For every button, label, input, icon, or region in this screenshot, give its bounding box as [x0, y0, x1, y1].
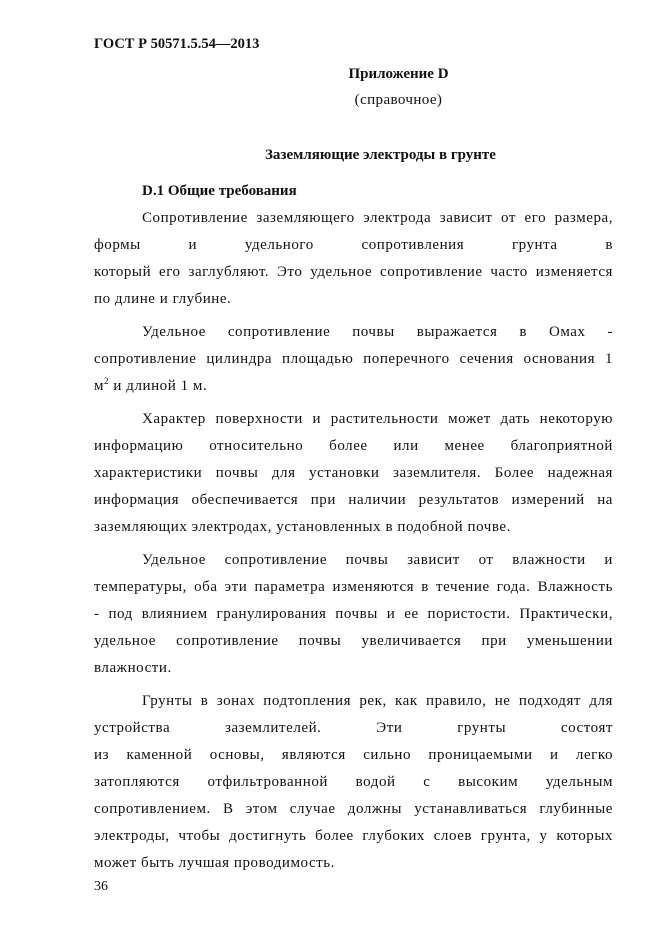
text-line: удельное сопротивление почвы увеличивается при уменьшении	[94, 633, 613, 649]
text-line: температуры, оба эти параметра изменяются в течение года. Влажность	[94, 579, 613, 595]
subsection-title: D.1 Общие требования	[142, 183, 297, 199]
text-line: электроды, чтобы достигнуть более глубоких слоев грунта, у которых	[94, 828, 613, 844]
superscript-2: 2	[104, 376, 110, 386]
text-line: влажности.	[94, 660, 172, 676]
text-fragment: и длиной 1 м.	[109, 378, 208, 394]
text-line: сопротивление цилиндра площадью поперечного сечения основания 1	[94, 351, 613, 367]
text-line: формы и удельного сопротивления грунта в	[94, 237, 613, 253]
paragraph-4	[94, 547, 613, 682]
text-line: Сопротивление заземляющего электрода зависит от его размера,	[142, 210, 613, 226]
text-line: характеристики почвы для установки заземлителя. Более надежная	[94, 465, 613, 481]
text-line: затопляются отфильтрованной водой с высоким удельным	[94, 774, 613, 790]
text-line: - под влиянием гранулирования почвы и ее пористости. Практически,	[94, 606, 613, 622]
unit-meter: м	[94, 378, 105, 394]
text-line: Удельное сопротивление почвы выражается в Омах -	[142, 324, 613, 340]
appendix-title: Приложение D	[348, 66, 449, 82]
paragraph-3	[94, 406, 613, 541]
text-line: Характер поверхности и растительности может дать некоторую	[142, 411, 613, 427]
text-line: заземляющих электродах, установленных в подобной почве.	[94, 519, 511, 535]
page-number: 36	[94, 879, 108, 894]
section-title: Заземляющие электроды в грунте	[265, 147, 496, 163]
paragraph-2	[94, 319, 613, 400]
paragraph-5	[94, 688, 613, 877]
text-line-with-superscript	[94, 373, 613, 400]
text-line: информацию относительно более или менее благоприятной	[94, 438, 613, 454]
text-line: Удельное сопротивление почвы зависит от влажности и	[142, 552, 613, 568]
text-line: по длине и глубине.	[94, 291, 232, 307]
text-line: информация обеспечивается при наличии результатов измерений на	[94, 492, 613, 508]
appendix-note: (справочное)	[354, 92, 443, 108]
text-line: может быть лучшая проводимость.	[94, 855, 335, 871]
text-line: Грунты в зонах подтопления рек, как правило, не подходят для	[142, 693, 613, 709]
text-line: который его заглубляют. Это удельное сопротивление часто изменяется	[94, 264, 613, 280]
paragraph-1	[94, 205, 613, 313]
body-text	[94, 205, 613, 882]
text-line: устройства заземлителей. Эти грунты состоят	[94, 720, 613, 736]
text-line: из каменной основы, являются сильно проницаемыми и легко	[94, 747, 613, 763]
standard-code-header: ГОСТ Р 50571.5.54—2013	[94, 36, 260, 52]
text-line: сопротивлением. В этом случае должны устанавливаться глубинные	[94, 801, 613, 817]
